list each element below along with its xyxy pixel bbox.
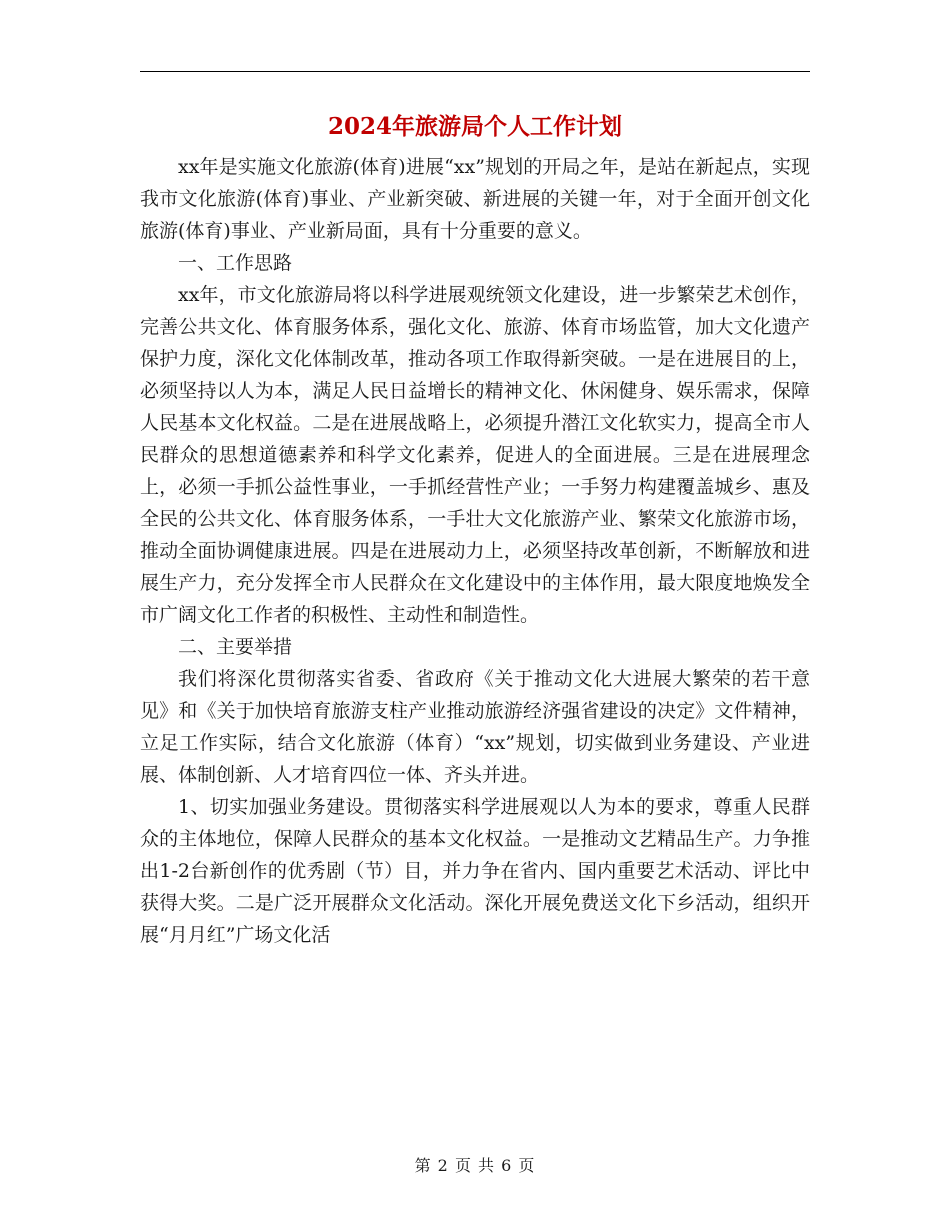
page-number: 第 2 页 共 6 页 (414, 1156, 536, 1175)
header-rule (140, 71, 810, 72)
paragraph-main-measures: 我们将深化贯彻落实省委、省政府《关于推动文化大进展大繁荣的若干意见》和《关于加快培育旅游支柱产业推动旅游经济强省建设的决定》文件精神，立足工作实际，结合文化旅游（体育）“xx”规划，切实做到业务建设、产业进展、体制创新、人才培育四位一体、齐头并进。 (140, 668, 810, 786)
heading-work-approach: 一、工作思路 (178, 252, 293, 274)
paragraph-business-building: 1、切实加强业务建设。贯彻落实科学进展观以人为本的要求，尊重人民群众的主体地位，保障人民群众的基本文化权益。一是推动文艺精品生产。力争推出1-2台新创作的优秀剧（节）目，并力争在省内、国内重要艺术活动、评比中获得大奖。二是广泛开展群众文化活动。深化开展免费送文化下乡活动，组织开展“月月红”广场文化活 (140, 796, 810, 946)
document-body (140, 151, 810, 951)
heading-main-measures: 二、主要举措 (178, 636, 293, 658)
document-title: 2024年旅游局个人工作计划 (327, 113, 622, 140)
paragraph-work-approach: xx年，市文化旅游局将以科学进展观统领文化建设，进一步繁荣艺术创作，完善公共文化、体育服务体系，强化文化、旅游、体育市场监管，加大文化遗产保护力度，深化文化体制改革，推动各项工作取得新突破。一是在进展目的上，必须坚持以人为本，满足人民日益增长的精神文化、休闲健身、娱乐需求，保障人民基本文化权益。二是在进展战略上，必须提升潜江文化软实力，提高全市人民群众的思想道德素养和科学文化素养，促进人的全面进展。三是在进展理念上，必须一手抓公益性事业，一手抓经营性产业；一手努力构建覆盖城乡、惠及全民的公共文化、体育服务体系，一手壮大文化旅游产业、繁荣文化旅游市场，推动全面协调健康进展。四是在进展动力上，必须坚持改革创新，不断解放和进展生产力，充分发挥全市人民群众在文化建设中的主体作用，最大限度地焕发全市广阔文化工作者的积极性、主动性和制造性。 (140, 284, 810, 626)
paragraph-intro: xx年是实施文化旅游(体育)进展“xx”规划的开局之年，是站在新起点，实现我市文化旅游(体育)事业、产业新突破、新进展的关键一年，对于全面开创文化旅游(体育)事业、产业新局面，具有十分重要的意义。 (140, 156, 810, 242)
